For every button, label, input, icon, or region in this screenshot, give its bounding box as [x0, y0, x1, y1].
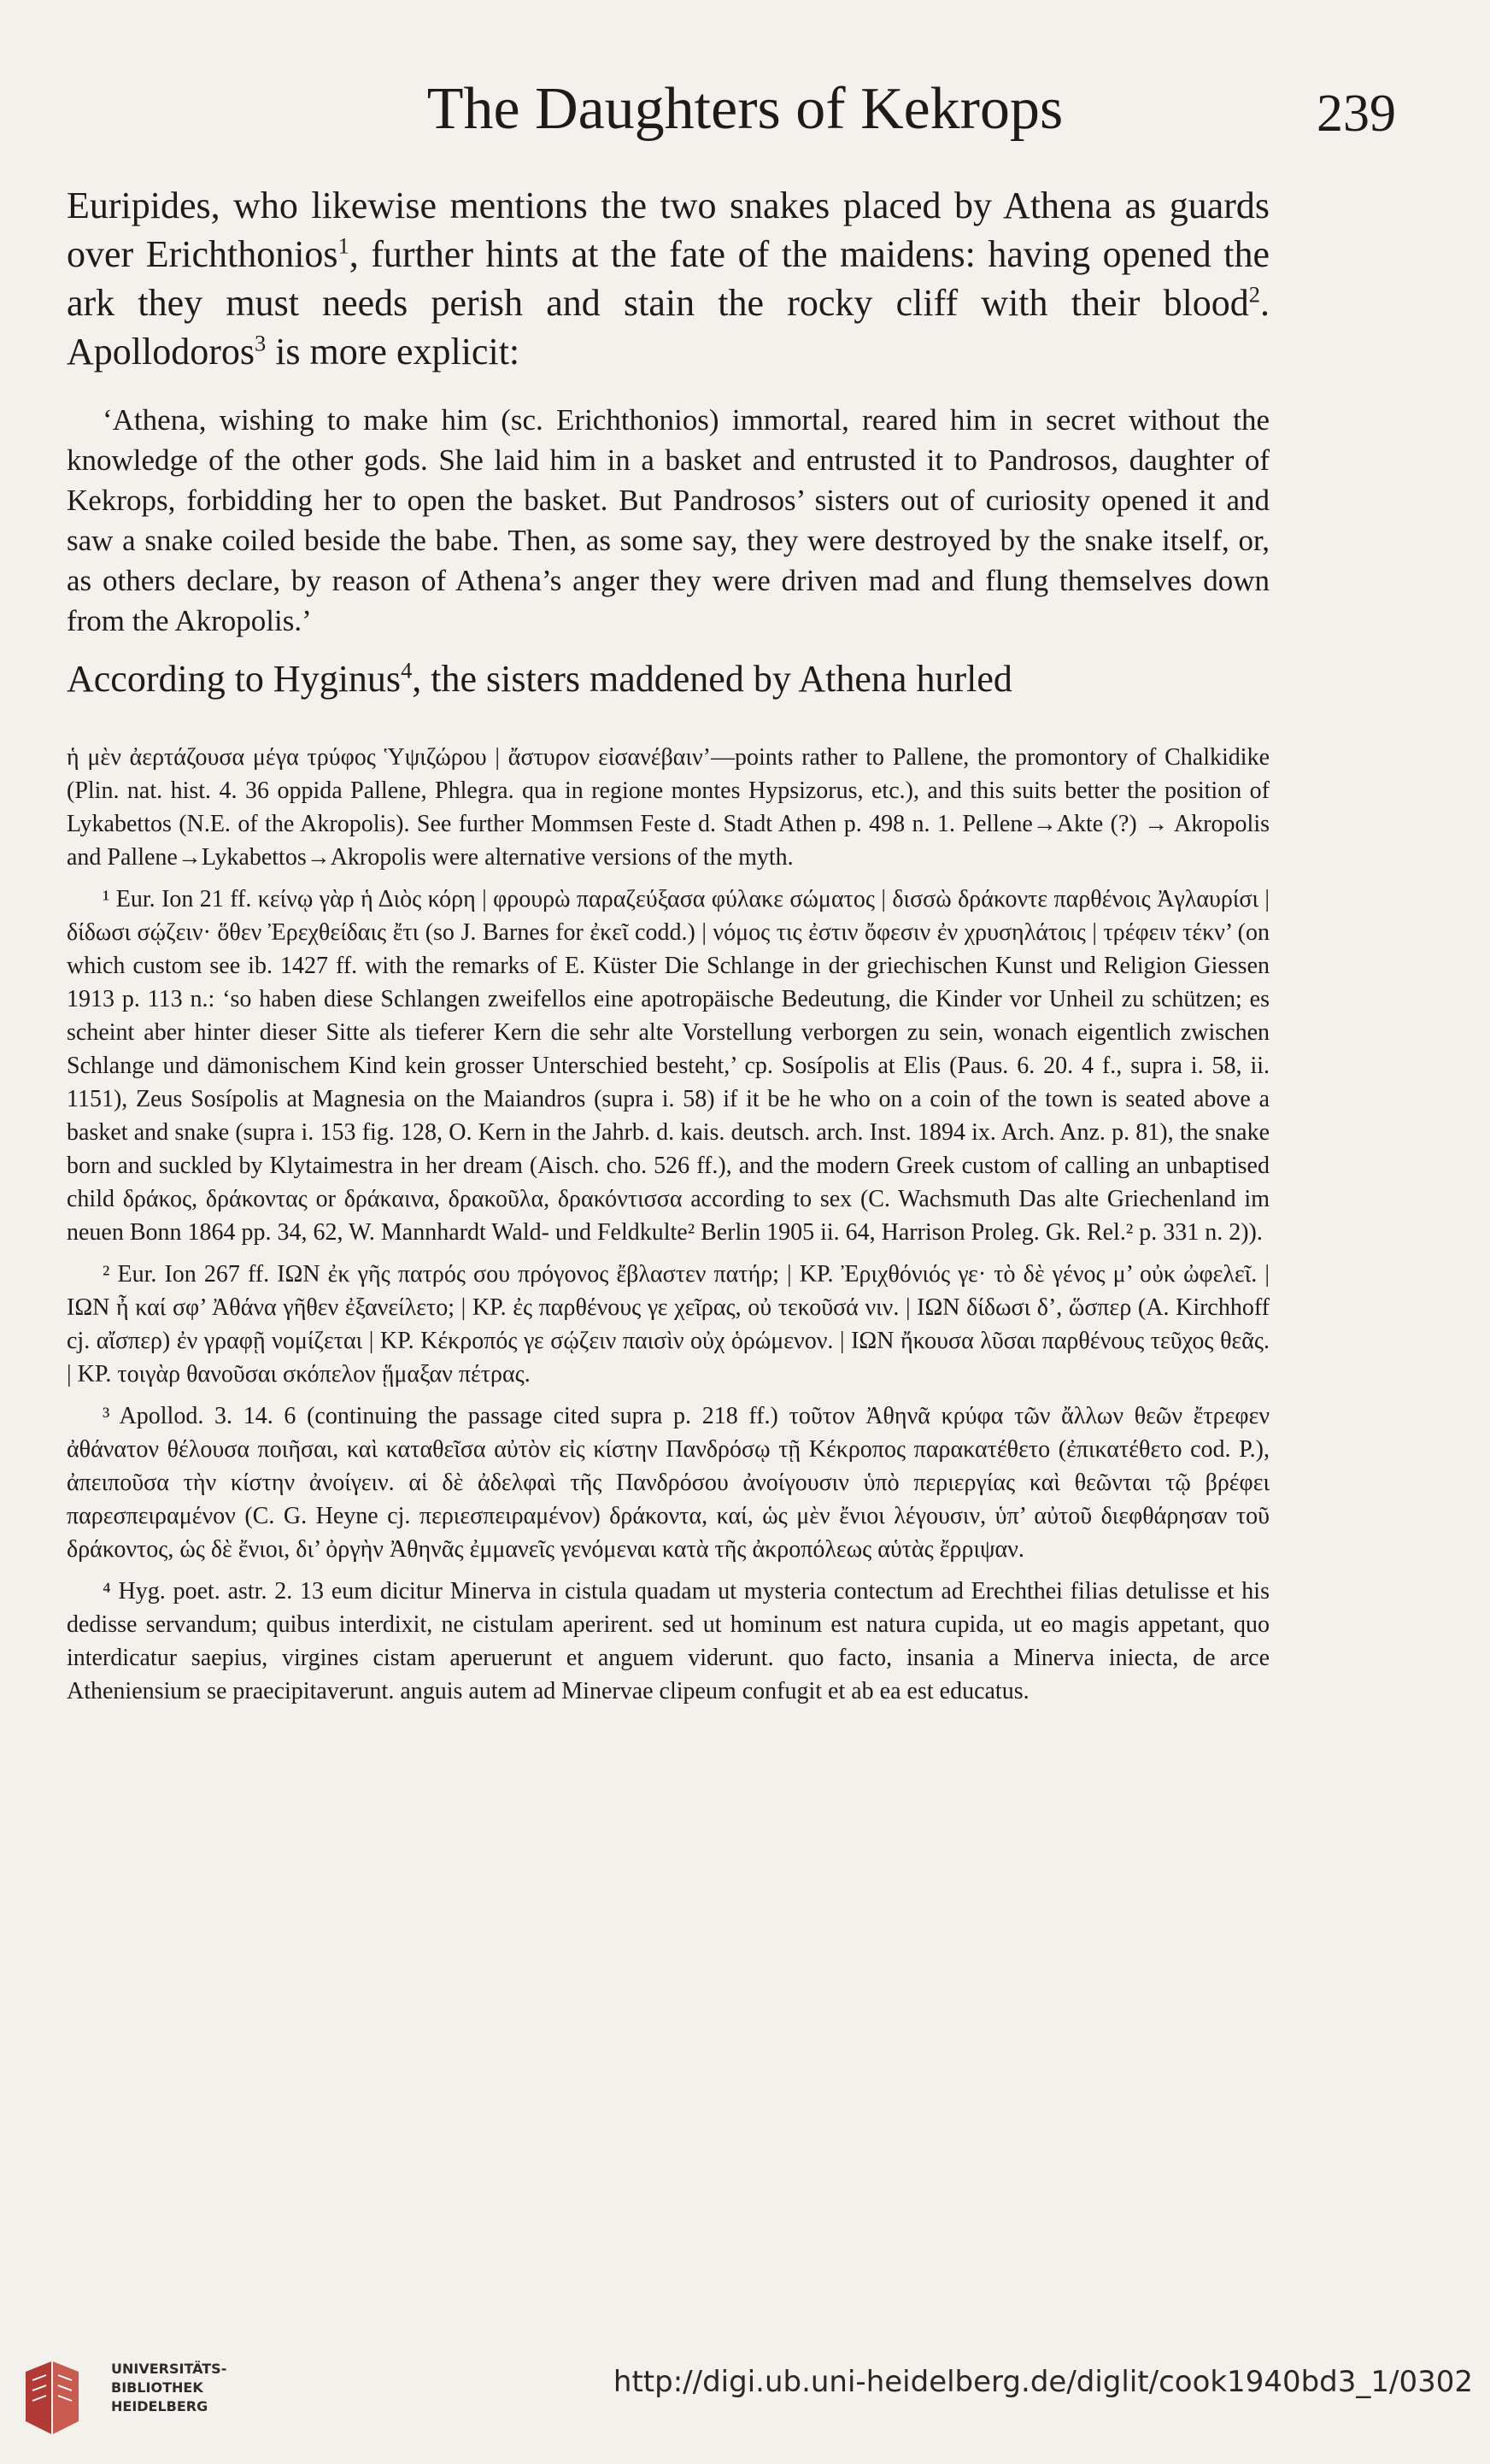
library-logo-icon	[17, 2361, 85, 2438]
page-number: 239	[1317, 85, 1396, 143]
quotation-paragraph: ‘Athena, wishing to make him (sc. Erichthonios) immortal, reared him in secret without the knowledge of the other gods. She laid him in a basket and entrusted it to Pandrosos, daughter of Kekrops, forbidding her to open the basket. But Pandrosos’ sisters out of curiosity opened it and saw a snake coiled beside the babe. Then, as some say, they were destroyed by the snake itself, or, as others declare, by reason of Athena’s anger they were driven mad and flung themselves down from the Akropolis.’	[67, 403, 1270, 637]
continuation-paragraph: According to Hyginus$^4$, the sisters maddened by Athena hurled	[67, 657, 1012, 700]
main-text	[67, 181, 1270, 1716]
intro-paragraph: Euripides, who likewise mentions the two snakes placed by Athena as guards over Erichthonios$^1$, further hints at the fate of the maidens: having opened the ark they must needs perish and stain the rocky cliff with their blood$^2$. Apollodoros$^3$ is more explicit:	[67, 185, 1270, 373]
footnote-1: ¹ Eur. Ion 21 ff. κείνῳ γὰρ ἡ Διὸς κόρη | φρουρὼ παραζεύξασα φύλακε σώματος | δισσὼ δράκοντε παρθένοις Ἀγλαυρίσι | δίδωσι σῴζειν· ὅθεν Ἐρεχθείδαις ἔτι (so J. Barnes for ἐκεῖ codd.) | νόμος τις ἐστιν ὄφεσιν ἐν χρυσηλάτοις | τρέφειν τέκν’ (on which custom see ib. 1427 ff. with the remarks of E. Küster Die Schlange in der griechischen Kunst und Religion Giessen 1913 p. 113 n.: ‘so haben diese Schlangen zweifellos eine apotropäische Bedeutung, die Kinder vor Unheil zu schützen; es scheint aber hinter dieser Sitte als tieferer Kern die sehr alte Vorstellung verborgen zu sein, wonach eigentlich zwischen Schlange und dämonischem Kind kein grosser Unterschied besteht,’ cp. Sosípolis at Elis (Paus. 6. 20. 4 f., supra i. 58, ii. 1151), Zeus Sosípolis at Magnesia on the Maiandros (supra i. 58) if it be he who on a coin of the town is seated above a basket and snake (supra i. 153 fig. 128, O. Kern in the Jahrb. d. kais. deutsch. arch. Inst. 1894 ix. Arch. Anz. p. 81), the snake born and suckled by Klytaimestra in her dream (Aisch. cho. 526 ff.), and the modern Greek custom of calling an unbaptised child δράκος, δράκοντας or δράκαινα, δρακοῦλα, δρακόντισσα according to sex (C. Wachsmuth Das alte Griechenland im neuen Bonn 1864 pp. 34, 62, W. Mannhardt Wald- und Feldkulte² Berlin 1905 ii. 64, Harrison Proleg. Gk. Rel.² p. 331 n. 2)).	[67, 886, 1270, 1246]
page-header	[68, 60, 1422, 162]
library-name: UNIVERSITÄTS- BIBLIOTHEK HEIDELBERG	[111, 2361, 227, 2414]
footnote-4: ⁴ Hyg. poet. astr. 2. 13 eum dicitur Minerva in cistula quadam ut mysteria contectum ad Erechthei filias detulisse et his dedisse servandum; quibus interdixit, ne cistulam aperirent. sed ut hominum est natura cupida, ut eo magis appetant, quo interdicatur saepius, virgines cistam aperuerunt et anguem viderunt. quo facto, insania a Minerva iniecta, de arce Atheniensium se praecipitaverunt. anguis autem ad Minervae clipeum confugit et ab ea est educatus.	[67, 1578, 1270, 1704]
footnote-continuation: ἡ μὲν ἀερτάζουσα μέγα τρύφος Ὑψιζώρου | ἄστυρον εἰσανέβαιν’—points rather to Pallene, the promontory of Chalkidike (Plin. nat. hist. 4. 36 oppida Pallene, Phlegra. qua in regione montes Hypsizorus, etc.), and this suits better the position of Lykabettos (N.E. of the Akropolis). See further Mommsen Feste d. Stadt Athen p. 498 n. 1. Pellene→Akte (?) → Akropolis and Pallene→Lykabettos→Akropolis were alternative versions of the myth.	[67, 744, 1270, 871]
footnote-3: ³ Apollod. 3. 14. 6 (continuing the passage cited supra p. 218 ff.) τοῦτον Ἀθηνᾶ κρύφα τῶν ἄλλων θεῶν ἔτρεφεν ἀθάνατον θέλουσα ποιῆσαι, καὶ καταθεῖσα αὐτὸν εἰς κίστην Πανδρόσῳ τῇ Κέκροπος παρακατέθετο (ἐπικατέθετο cod. P.), ἀπειποῦσα τὴν κίστην ἀνοίγειν. αἱ δὲ ἀδελφαὶ τῆς Πανδρόσου ἀνοίγουσιν ὑπὸ περιεργίας καὶ θεῶνται τῷ βρέφει παρεσπειραμένον (C. G. Heyne cj. περιεσπειραμένον) δράκοντα, καί, ὡς μὲν ἔνιοι λέγουσιν, ὑπ’ αὐτοῦ διεφθάρησαν τοῦ δράκοντος, ὡς δὲ ἔνιοι, δι’ ὀργὴν Ἀθηνᾶς ἐμμανεῖς γενόμεναι κατὰ τῆς ἀκροπόλεως αὑτὰς ἔρριψαν.	[67, 1403, 1270, 1563]
running-title: The Daughters of Kekrops	[426, 76, 1064, 142]
page-footer	[0, 2336, 1490, 2464]
library-logo-block	[17, 2353, 299, 2455]
source-url-link[interactable]	[613, 2365, 1473, 2399]
footnotes	[67, 741, 1270, 1708]
footnote-2: ² Eur. Ion 267 ff. ΙΩΝ ἐκ γῆς πατρός σου πρόγονος ἔβλαστεν πατήρ; | ΚΡ. Ἐριχθόνιός γε· τὸ δὲ γένος μ’ οὐκ ὠφελεῖ. | ΙΩΝ ἦ καί σφ’ Ἀθάνα γῆθεν ἐξανείλετο; | ΚΡ. ἐς παρθένους γε χεῖρας, οὐ τεκοῦσά νιν. | ΙΩΝ δίδωσι δ’, ὥσπερ (A. Kirchhoff cj. αἴσπερ) ἐν γραφῇ νομίζεται | ΚΡ. Κέκροπός γε σῴζειν παισὶν οὐχ ὁρώμενον. | ΙΩΝ ἤκουσα λῦσαι παρθένους τεῦχος θεᾶς. | ΚΡ. τοιγὰρ θανοῦσαι σκόπελον ᾕμαξαν πέτρας.	[67, 1261, 1270, 1387]
source-url-text[interactable]: http://digi.ub.uni-heidelberg.de/diglit/cook1940bd3_1/0302	[613, 2365, 1473, 2399]
